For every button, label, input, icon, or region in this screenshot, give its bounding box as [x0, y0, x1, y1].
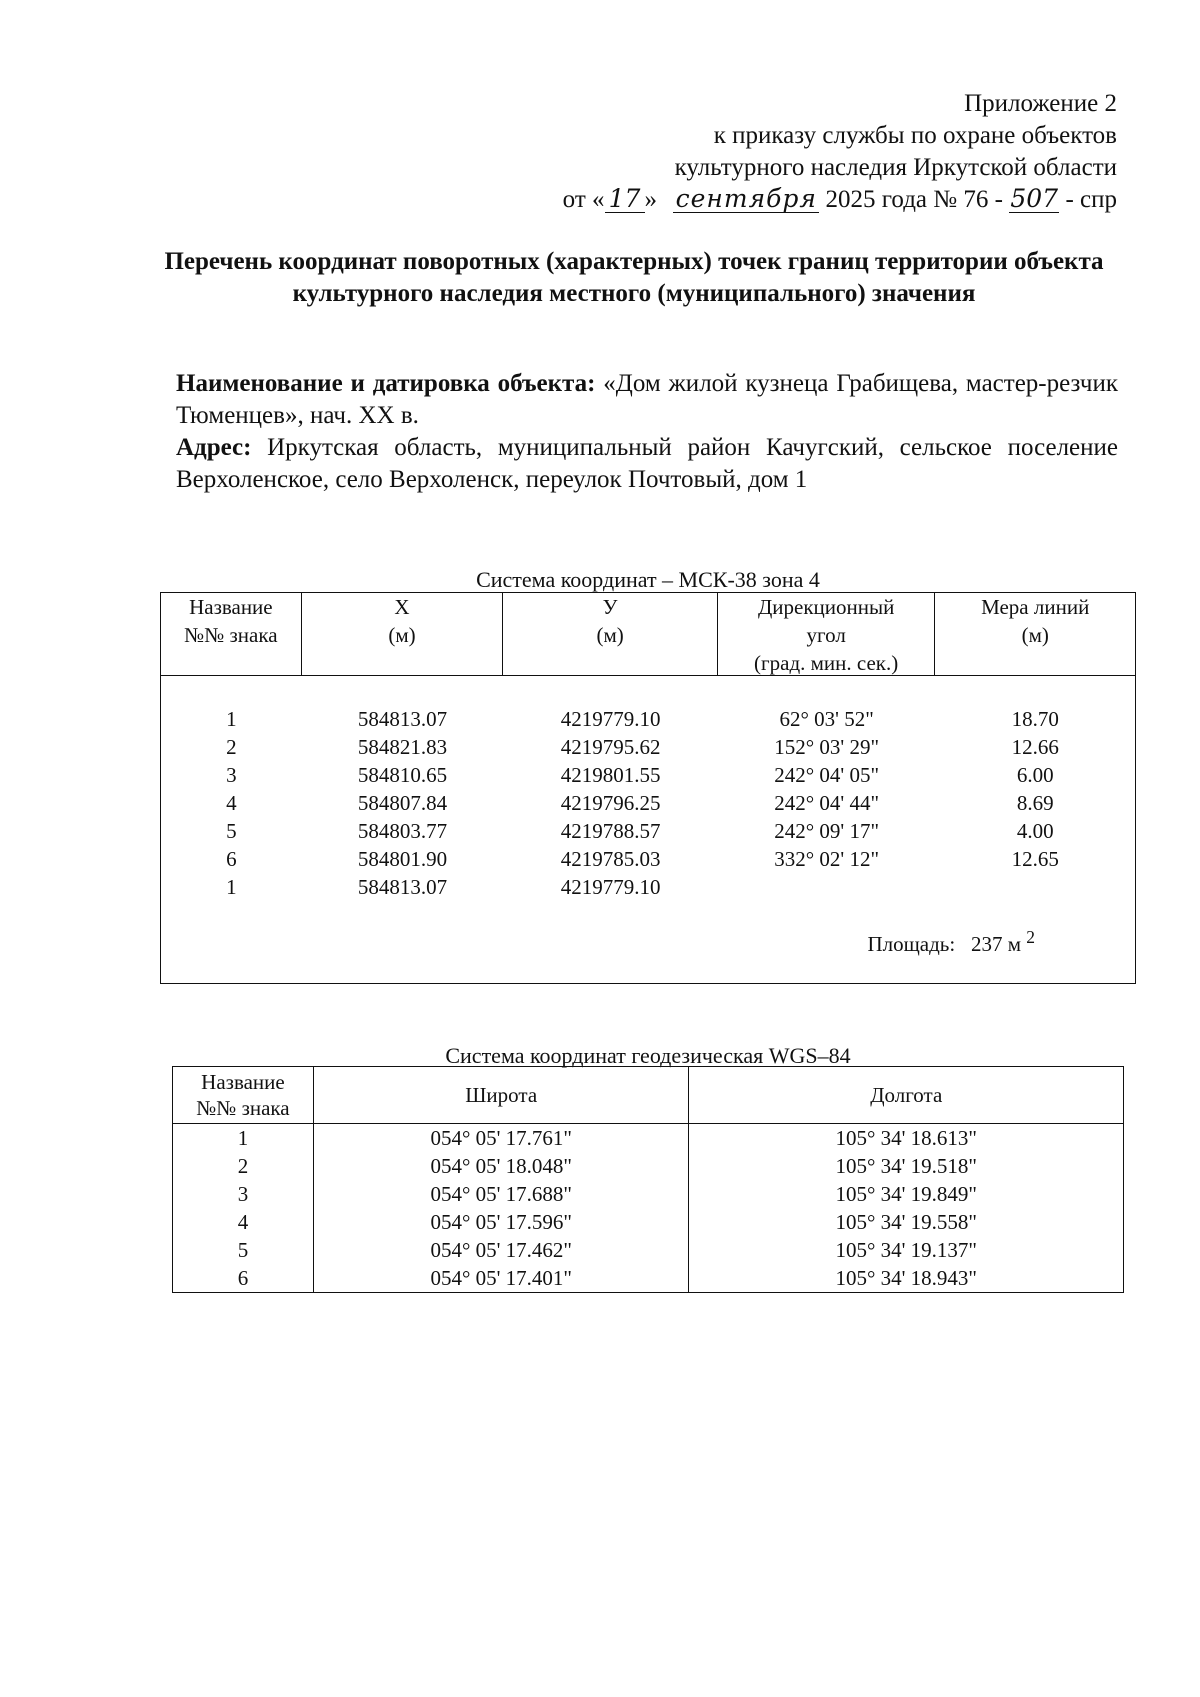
cell-x: 584813.07 — [357, 707, 448, 731]
cell-point: 6 — [226, 847, 237, 871]
order-suffix: - спр — [1065, 186, 1117, 213]
table-row — [161, 845, 1135, 873]
cell-length: 12.66 — [1011, 735, 1059, 759]
table-row — [173, 1264, 1124, 1293]
msk-table-body — [161, 705, 1135, 901]
table-row — [173, 1208, 1124, 1236]
wgs-table-caption: Система координат геодезическая WGS–84 — [445, 1043, 851, 1068]
header-text: (м) — [596, 623, 624, 647]
object-address-value: Иркутская область, муниципальный район Качугский, сельское поселение Верхоленское, село Верхоленск, переулок Почтовый, дом 1 — [176, 434, 1118, 493]
appendix-line-2: к приказу службы по охране объектов — [713, 122, 1117, 149]
cell-angle: 332° 02' 12" — [774, 847, 880, 871]
cell-angle: 242° 09' 17" — [774, 819, 880, 843]
cell-x: 584803.77 — [357, 819, 448, 843]
cell-point: 1 — [226, 707, 237, 731]
cell-latitude: 054° 05' 17.761" — [313, 1124, 689, 1153]
table-row — [161, 789, 1135, 817]
cell-y: 4219779.10 — [560, 875, 661, 899]
cell-longitude: 105° 34' 18.943" — [689, 1264, 1124, 1293]
header-text: (град. мин. сек.) — [754, 651, 899, 675]
cell-longitude: 105° 34' 19.518" — [689, 1152, 1124, 1180]
table-row — [173, 1236, 1124, 1264]
header-text: Название — [201, 1070, 285, 1094]
header-text: Дирекционный — [757, 595, 895, 619]
cell-length: 12.65 — [1011, 847, 1059, 871]
cell-length: 6.00 — [1016, 763, 1054, 787]
msk-header-angle — [718, 593, 936, 675]
cell-angle: 242° 04' 05" — [774, 763, 880, 787]
msk-header-length — [935, 593, 1135, 675]
cell-point: 3 — [173, 1180, 314, 1208]
cell-x: 584801.90 — [357, 847, 448, 871]
object-address-label: Адрес: — [176, 434, 252, 461]
table-row — [161, 733, 1135, 761]
cell-longitude: 105° 34' 19.558" — [689, 1208, 1124, 1236]
cell-latitude: 054° 05' 17.462" — [313, 1236, 689, 1264]
handwritten-order-number: 507 — [1010, 184, 1059, 213]
object-address-paragraph — [176, 432, 1118, 496]
appendix-header — [563, 88, 1117, 216]
table-row — [161, 705, 1135, 733]
object-name-value: «Дом жилой кузнеца Грабищева, мастер-резчик Тюменцев», нач. XX в. — [176, 370, 1118, 429]
cell-point: 6 — [173, 1264, 314, 1293]
header-text: №№ знака — [184, 623, 278, 647]
cell-angle: 152° 03' 29" — [774, 735, 880, 759]
cell-x: 584810.65 — [357, 763, 448, 787]
msk-header-point — [161, 593, 302, 675]
header-text: (м) — [1021, 623, 1049, 647]
wgs-coordinate-table — [172, 1066, 1124, 1293]
object-info — [176, 368, 1118, 496]
area-value: 237 м — [970, 932, 1021, 956]
cell-point: 5 — [173, 1236, 314, 1264]
handwritten-day: 17 — [605, 186, 645, 213]
table-row — [173, 1180, 1124, 1208]
wgs-header-latitude: Широта — [313, 1067, 689, 1124]
cell-y: 4219801.55 — [560, 763, 661, 787]
wgs-header-longitude: Долгота — [689, 1067, 1124, 1124]
object-name-label: Наименование и датировка объекта: — [176, 370, 596, 397]
header-text: (м) — [388, 623, 416, 647]
handwritten-month: сентября — [673, 186, 819, 213]
table-row — [173, 1124, 1124, 1153]
cell-point: 1 — [173, 1124, 314, 1153]
cell-point: 2 — [173, 1152, 314, 1180]
order-date-quote: » — [644, 186, 658, 213]
msk-coordinate-table — [160, 592, 1136, 984]
header-text: У — [602, 595, 618, 619]
table-row — [161, 817, 1135, 845]
cell-point: 3 — [226, 763, 237, 787]
table-row — [161, 873, 1135, 901]
cell-y: 4219796.25 — [560, 791, 661, 815]
cell-latitude: 054° 05' 17.596" — [313, 1208, 689, 1236]
cell-x: 584807.84 — [357, 791, 448, 815]
header-text: Мера линий — [981, 595, 1090, 619]
order-year-text: 2025 года № 76 - — [825, 186, 1003, 213]
cell-y: 4219785.03 — [560, 847, 661, 871]
appendix-line-3: культурного наследия Иркутской области — [674, 154, 1117, 181]
cell-length: 4.00 — [1016, 819, 1054, 843]
cell-longitude: 105° 34' 18.613" — [689, 1124, 1124, 1153]
cell-point: 2 — [226, 735, 237, 759]
table-row — [173, 1152, 1124, 1180]
cell-x: 584821.83 — [357, 735, 448, 759]
cell-point: 5 — [226, 819, 237, 843]
msk-table-header — [161, 593, 1135, 676]
order-date-line — [563, 184, 1117, 216]
cell-longitude: 105° 34' 19.137" — [689, 1236, 1124, 1264]
msk-header-x — [302, 593, 504, 675]
cell-y: 4219795.62 — [560, 735, 661, 759]
cell-point: 4 — [173, 1208, 314, 1236]
cell-length: 18.70 — [1011, 707, 1059, 731]
cell-latitude: 054° 05' 17.688" — [313, 1180, 689, 1208]
area-label: Площадь: — [867, 932, 956, 956]
area-unit-exponent: 2 — [1026, 927, 1035, 947]
cell-latitude: 054° 05' 18.048" — [313, 1152, 689, 1180]
table-row — [161, 761, 1135, 789]
cell-length: 8.69 — [1016, 791, 1054, 815]
wgs-header-point — [173, 1067, 314, 1124]
document-title: Перечень координат поворотных (характерных) точек границ территории объекта культурного наследия местного (муниципального) значения — [164, 248, 1104, 307]
cell-angle: 62° 03' 52" — [779, 707, 874, 731]
header-text: Название — [189, 595, 273, 619]
appendix-title: Приложение 2 — [964, 90, 1117, 117]
header-text: угол — [806, 623, 846, 647]
area-summary — [867, 923, 1035, 958]
cell-y: 4219779.10 — [560, 707, 661, 731]
msk-header-y — [503, 593, 718, 675]
cell-latitude: 054° 05' 17.401" — [313, 1264, 689, 1293]
wgs-header-row — [173, 1067, 1124, 1124]
order-date-prefix: от « — [562, 186, 605, 213]
cell-angle: 242° 04' 44" — [774, 791, 880, 815]
cell-x: 584813.07 — [357, 875, 448, 899]
msk-table-caption: Система координат – МСК-38 зона 4 — [476, 567, 820, 592]
cell-y: 4219788.57 — [560, 819, 661, 843]
cell-longitude: 105° 34' 19.849" — [689, 1180, 1124, 1208]
cell-point: 4 — [226, 791, 237, 815]
object-name-paragraph — [176, 368, 1118, 432]
cell-angle — [718, 873, 936, 901]
header-text: №№ знака — [196, 1096, 290, 1120]
cell-length — [935, 873, 1135, 901]
cell-point: 1 — [226, 875, 237, 899]
header-text: X — [394, 595, 410, 619]
